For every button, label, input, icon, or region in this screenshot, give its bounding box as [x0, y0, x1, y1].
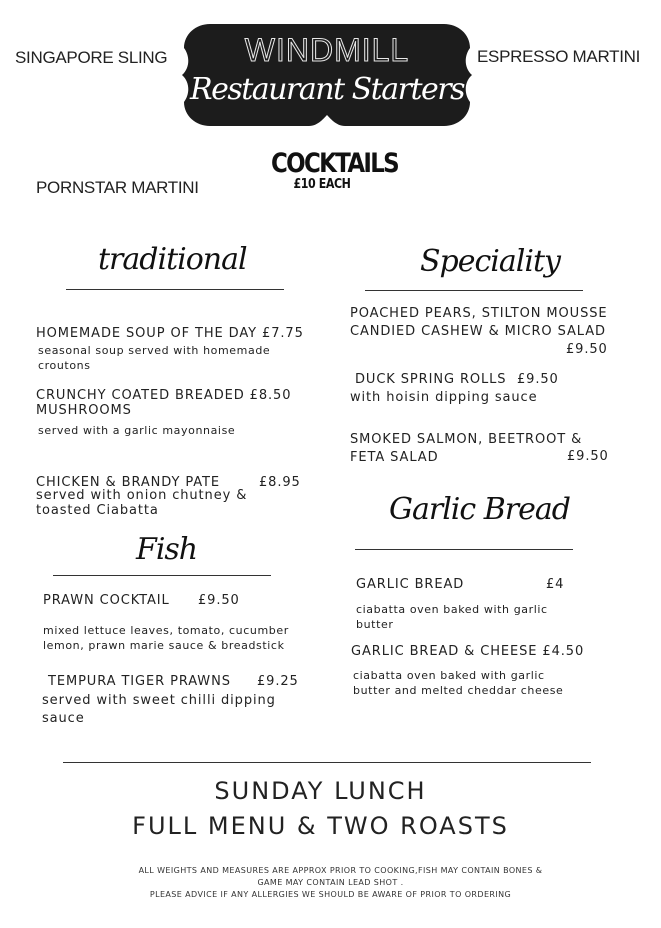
footer-line-3: PLEASE ADVICE IF ANY ALLERGIES WE SHOULD BE AWARE OF PRIOR TO ORDERING	[149, 890, 512, 899]
item-desc-prawn-cocktail: mixed lettuce leaves, tomato, cucumber lemon, prawn marie sauce & breadstick	[43, 624, 289, 652]
speciality-rule	[365, 290, 583, 291]
garlic-bread-rule	[355, 549, 573, 550]
item-desc-duck-rolls: with hoisin dipping sauce	[350, 390, 538, 405]
logo-script-text: Restaurant Starters	[189, 72, 465, 107]
traditional-rule	[66, 289, 284, 290]
cocktails-heading: COCKTAILS	[271, 148, 399, 179]
item-price-pate: £8.95	[259, 475, 301, 490]
item-title-garlic-bread-cheese: GARLIC BREAD & CHEESE £4.50	[351, 644, 585, 659]
item-desc-garlic-bread: ciabatta oven baked with garlic butter	[356, 603, 548, 631]
item-price-poached-pears: £9.50	[566, 342, 608, 357]
item-desc-pate: served with onion chutney & toasted Ciabatta	[36, 488, 248, 518]
item-desc-mushrooms: served with a garlic mayonnaise	[38, 424, 236, 437]
speciality-heading: Speciality	[420, 244, 560, 279]
item-title-soup: HOMEMADE SOUP OF THE DAY £7.75	[36, 326, 304, 341]
garlic-bread-heading: Garlic Bread	[389, 492, 570, 527]
item-title-prawn-cocktail: PRAWN COCKTAIL	[43, 593, 170, 608]
logo-badge	[180, 22, 474, 128]
fish-rule	[53, 575, 271, 576]
footer-line-2: GAME MAY CONTAIN LEAD SHOT .	[257, 878, 404, 887]
item-title-garlic-bread: GARLIC BREAD	[356, 577, 465, 592]
cocktail-pornstar-martini: PORNSTAR MARTINI	[36, 178, 199, 197]
item-price-tempura-prawns: £9.25	[257, 674, 299, 689]
sunday-lunch-subheading: FULL MENU & TWO ROASTS	[132, 812, 509, 840]
item-price-garlic-bread: £4	[546, 577, 565, 592]
sunday-lunch-heading: SUNDAY LUNCH	[214, 777, 427, 805]
cocktails-price: £10 EACH	[293, 177, 351, 192]
item-title-smoked-salmon: SMOKED SALMON, BEETROOT & FETA SALAD	[350, 432, 583, 465]
item-desc-garlic-bread-cheese: ciabatta oven baked with garlic butter and melted cheddar cheese	[353, 669, 564, 697]
logo-windmill-text: WINDMILL	[244, 32, 410, 68]
footer-line-1: ALL WEIGHTS AND MEASURES ARE APPROX PRIOR TO COOKING,FISH MAY CONTAIN BONES &	[138, 866, 543, 875]
item-title-pate: CHICKEN & BRANDY PATE	[36, 475, 220, 490]
item-price-smoked-salmon: £9.50	[567, 449, 609, 464]
item-title-poached-pears: POACHED PEARS, STILTON MOUSSE CANDIED CASHEW & MICRO SALAD	[350, 306, 608, 339]
item-title-tempura-prawns: TEMPURA TIGER PRAWNS	[48, 674, 231, 689]
item-desc-tempura-prawns: served with sweet chilli dipping sauce	[42, 693, 276, 726]
item-title-mushrooms: CRUNCHY COATED BREADED £8.50 MUSHROOMS	[36, 388, 292, 418]
item-price-duck-rolls: £9.50	[517, 372, 559, 387]
item-desc-soup: seasonal soup served with homemade croutons	[38, 344, 271, 372]
sunday-rule	[63, 762, 591, 763]
traditional-heading: traditional	[98, 242, 247, 277]
cocktail-singapore-sling: SINGAPORE SLING	[15, 48, 168, 67]
item-title-duck-rolls: DUCK SPRING ROLLS	[355, 372, 507, 387]
cocktail-espresso-martini: ESPRESSO MARTINI	[477, 47, 641, 66]
fish-heading: Fish	[136, 532, 198, 567]
item-price-prawn-cocktail: £9.50	[198, 593, 240, 608]
